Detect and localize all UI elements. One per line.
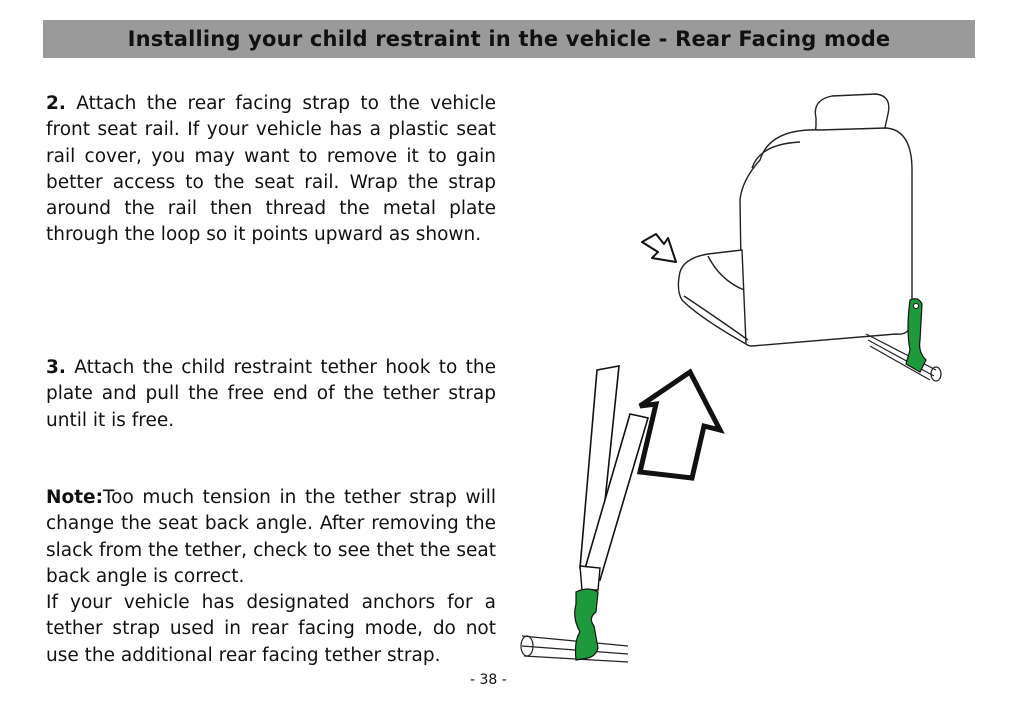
page-title: Installing your child restraint in the vehicle - Rear Facing mode xyxy=(127,27,891,51)
rail-strap-icon xyxy=(906,299,926,372)
tether-strap-green xyxy=(575,589,598,660)
step-3-text: Attach the child restraint tether hook to the plate and pull the free end of the tether strap until it is free. xyxy=(46,357,496,431)
step-2-number: 2. xyxy=(46,93,66,114)
note-text: Too much tension in the tether strap will change the seat back angle. After removing the slack from the tether, check to see thet the seat back angle is correct. xyxy=(46,487,496,587)
step-3-number: 3. xyxy=(46,357,66,378)
car-seat-illustration xyxy=(678,94,912,346)
pointer-arrow-icon xyxy=(642,234,676,262)
note-label: Note: xyxy=(46,487,103,508)
step-2-text: Attach the rear facing strap to the vehicle front seat rail. If your vehicle has a plastic seat rail cover, you may want to remove it to gain better access to the seat rail. Wrap the strap around the rail then thread the metal plate through the loop so it points upward as shown. xyxy=(46,93,496,246)
tether-strap-illustration xyxy=(521,366,648,662)
up-arrow-icon xyxy=(640,372,720,478)
note-extra: If your vehicle has designated anchors for a tether strap used in rear facing mode, do not use the additional rear facing tether strap. xyxy=(46,592,496,666)
page-number: - 38 - xyxy=(470,672,507,688)
